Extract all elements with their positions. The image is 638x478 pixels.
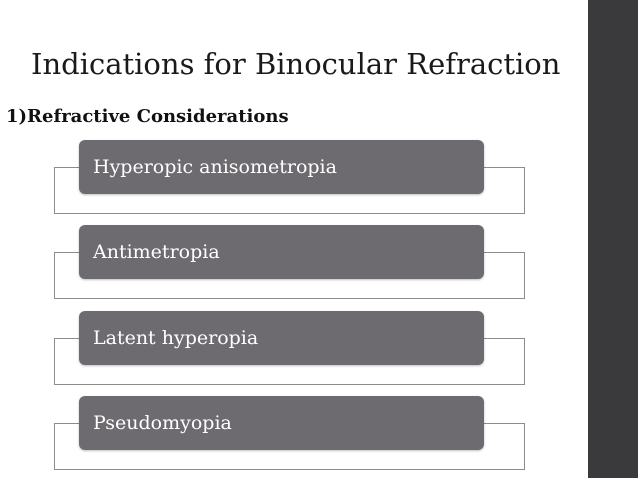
item-label: Hyperopic anisometropia [93,156,337,178]
slide-title: Indications for Binocular Refraction [31,47,561,81]
list-item-pseudomyopia [54,396,525,470]
item-label: Pseudomyopia [93,412,232,434]
list-item-latent-hyperopia [54,311,525,385]
slide-subtitle: 1)Refractive Considerations [6,106,289,127]
list-item-hyperopic-anisometropia [54,140,525,214]
item-box [79,140,484,194]
item-box [79,396,484,450]
item-label: Latent hyperopia [93,327,259,349]
item-box [79,311,484,365]
list-item-antimetropia [54,225,525,299]
side-bar [588,0,638,478]
item-label: Antimetropia [93,241,220,263]
item-box [79,225,484,279]
